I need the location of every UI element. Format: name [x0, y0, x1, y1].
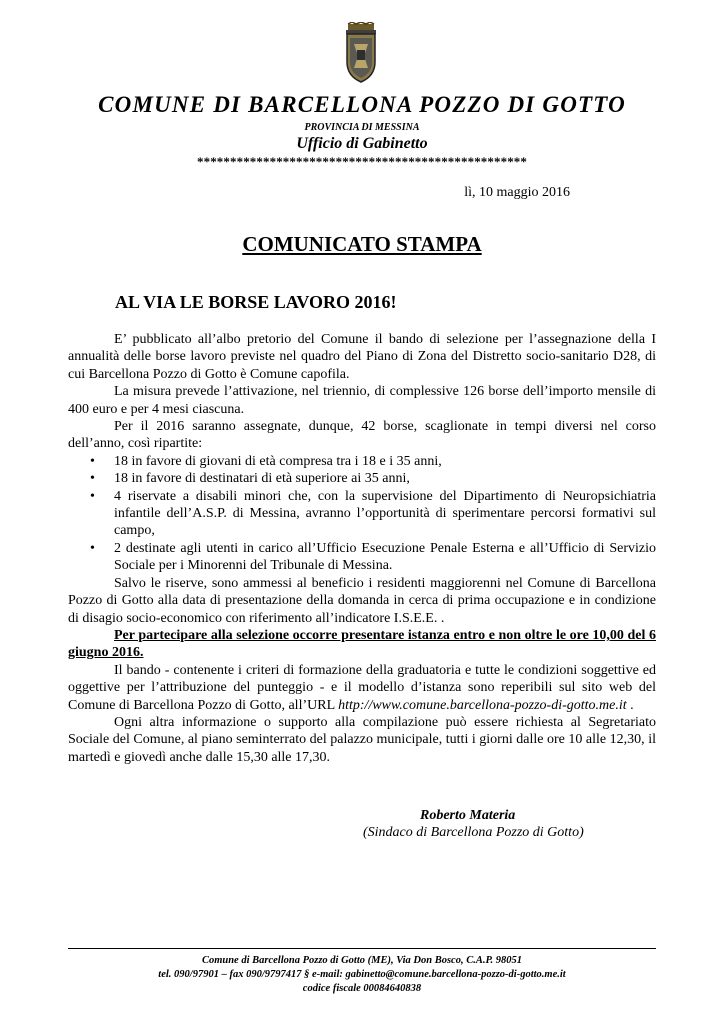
paragraph-deadline: Per partecipare alla selezione occorre presentare istanza entro e non oltre le ore 10,00 del 6 giugno 2016. — [68, 627, 656, 661]
bullet-icon: • — [90, 540, 95, 556]
bullet-icon: • — [90, 488, 95, 504]
list-item: • 18 in favore di destinatari di età superiore ai 35 anni, — [90, 471, 410, 487]
paragraph-intro: E’ pubblicato all’albo pretorio del Comune il bando di selezione per l’assegnazione della I annualità delle borse lavoro previste nel quadro del Piano di Zona del Distretto socio-sanitario D28, di cui Barcellona Pozzo di Gotto è Comune capofila. — [68, 332, 656, 382]
bullet-icon: • — [90, 471, 95, 487]
document-date: lì, 10 maggio 2016 — [464, 185, 570, 200]
footer-divider — [68, 948, 656, 949]
paragraph-info: Ogni altra informazione o supporto alla compilazione può essere richiesta al Segretariato Sociale del Comune, al piano seminterrato del palazzo municipale, tutti i giorni dalle ore 10 alle 12,30, il martedì e giovedì anche dalle 15,30 alle 17,30. — [68, 714, 656, 765]
website-link[interactable]: http://www.comune.barcellona-pozzo-di-gotto.me.it — [338, 697, 627, 713]
headline: AL VIA LE BORSE LAVORO 2016! — [115, 292, 397, 312]
list-item: • 2 destinate agli utenti in carico all’Ufficio Esecuzione Penale Esterna e all’Ufficio di Servizio Sociale per i Minorenni del Tribunale di Messina. — [90, 540, 656, 574]
distribution-list — [68, 453, 656, 575]
paragraph-measure: La misura prevede l’attivazione, nel triennio, di complessive 126 borse dell’importo mensile di 400 euro e per 4 mesi ciascuna. — [68, 384, 656, 417]
municipality-title: COMUNE DI BARCELLONA POZZO DI GOTTO — [98, 92, 626, 117]
press-release-body — [68, 331, 656, 766]
list-item: • 18 in favore di giovani di età compresa tra i 18 e i 35 anni, — [90, 453, 442, 469]
office-label: Ufficio di Gabinetto — [296, 135, 428, 152]
signatory-name: Roberto Materia — [420, 808, 516, 823]
paragraph-bando: Il bando - contenente i criteri di formazione della graduatoria e tutte le condizioni soggettive ed oggettive per l’attribuzione del punteggio - e il modello d’istanza sono reperibili sul sito web del Comune di Barcellona Pozzo di Gotto, all’URL http://www.comune.barcellona-pozzo-di-gotto.me.it . — [68, 662, 656, 713]
municipal-crest-icon — [342, 22, 380, 84]
paragraph-eligibility: Salvo le riserve, sono ammessi al beneficio i residenti maggiorenni nel Comune di Barcellona Pozzo di Gotto alla data di presentazione della domanda in cerca di prima occupazione e in condizione di disagio socio-economico con riferimento all’indicatore I.S.E.E. . — [68, 575, 656, 626]
bullet-icon: • — [90, 453, 95, 469]
header-separator: ************************************************** — [197, 154, 527, 169]
footer-address: Comune di Barcellona Pozzo di Gotto (ME), Via Don Bosco, C.A.P. 98051 — [201, 955, 523, 966]
document-title: COMUNICATO STAMPA — [242, 232, 482, 256]
paragraph-distribution: Per il 2016 saranno assegnate, dunque, 42 borse, scaglionate in tempi diversi nel corso dell’anno, così ripartite: — [68, 419, 656, 452]
footer-tax-code: codice fiscale 00084640838 — [302, 983, 422, 994]
province-label: PROVINCIA DI MESSINA — [304, 122, 420, 133]
signatory-role: (Sindaco di Barcellona Pozzo di Gotto) — [363, 825, 584, 840]
footer-contacts: tel. 090/97901 – fax 090/9797417 § e-mail: gabinetto@comune.barcellona-pozzo-di-gotto.me.it — [158, 969, 566, 980]
list-item: • 4 riservate a disabili minori che, con la supervisione del Dipartimento di Neuropsichiatria infantile dell’A.S.P. di Messina, avranno l’opportunità di sperimentare percorsi formativi sul campo, — [90, 488, 656, 539]
